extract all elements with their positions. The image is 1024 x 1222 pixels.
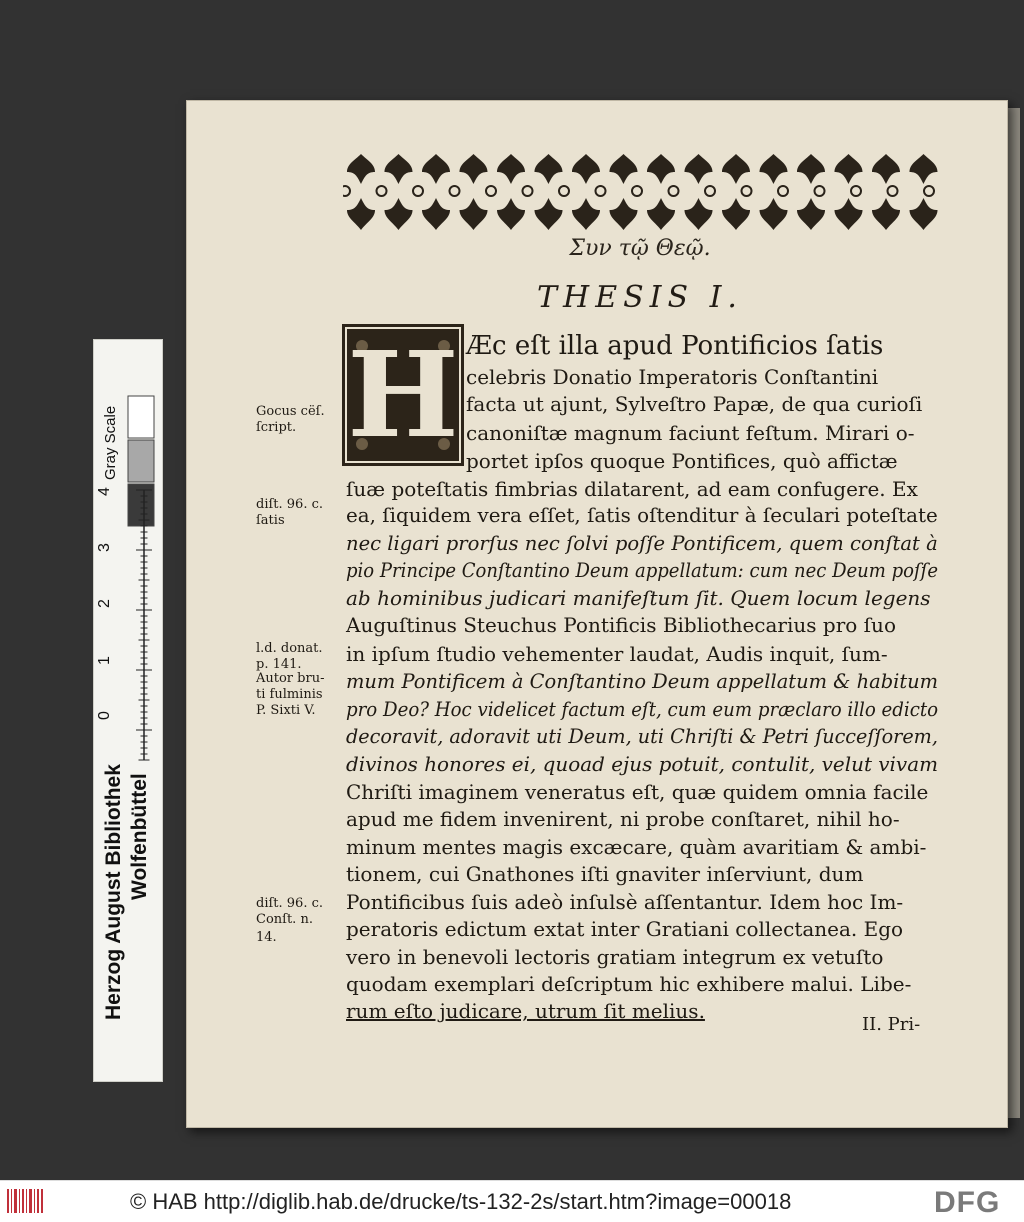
fleuron-bottom: [835, 198, 863, 230]
fleuron-bottom: [385, 198, 413, 230]
gray-patch: [128, 440, 154, 482]
fleuron-top: [422, 154, 450, 184]
text-line: rum eſto judicare, utrum ſit melius.: [346, 999, 705, 1023]
margin-note: Conſt. n.: [256, 912, 313, 927]
ornament-ring: [343, 186, 350, 196]
ornament-ring: [486, 186, 496, 196]
text-line: celebris Donatio Imperatoris Conſtantini: [466, 365, 879, 389]
ornament-ring: [450, 186, 460, 196]
text-line: Æc eſt illa apud Pontificios ſatis: [466, 331, 884, 361]
text-line: ea, ſiquidem vera eſſet, ſatis oſtenditur à ſeculari poteſtate: [346, 503, 938, 527]
text-line: divinos honores ei, quoad ejus potuit, contulit, velut vivam: [346, 752, 938, 776]
fleuron-top: [835, 154, 863, 184]
ornament-ring: [413, 186, 423, 196]
fleuron-bottom: [460, 198, 488, 230]
fleuron-top: [872, 154, 900, 184]
ornament-ring: [888, 186, 898, 196]
text-line: facta ut ajunt, Sylveſtro Papæ, de qua curioſi: [466, 392, 923, 416]
gray-scale-label: Gray Scale: [102, 405, 119, 480]
margin-note: Gocus cëſ.: [256, 404, 325, 419]
margin-note: Autor bru-: [256, 671, 325, 686]
ornament-ring: [377, 186, 387, 196]
dfg-logo: DFG: [934, 1186, 1001, 1219]
ornament-ring: [669, 186, 679, 196]
fleuron-bottom: [647, 198, 675, 230]
fleuron-top: [572, 154, 600, 184]
margin-note: 14.: [256, 930, 277, 945]
ruler-library-name: Herzog August Bibliothek: [102, 764, 125, 1020]
text-line: Auguſtinus Steuchus Pontificis Bibliothecarius pro ſuo: [346, 613, 896, 637]
margin-note: p. 141.: [256, 657, 302, 672]
fleuron-top: [610, 154, 638, 184]
fleuron-bottom: [872, 198, 900, 230]
margin-note: ſcript.: [256, 420, 297, 435]
text-line: canoniſtæ magnum faciunt feſtum. Mirari o-: [466, 421, 915, 445]
fleuron-bottom: [497, 198, 525, 230]
ornament-ring: [742, 186, 752, 196]
margin-note: P. Sixti V.: [256, 703, 316, 718]
text-line: Pontificibus ſuis adeò inſulsè aſſentantur. Idem hoc Im-: [346, 890, 904, 914]
text-line: apud me fidem invenirent, ni probe conſtaret, nihil ho-: [346, 807, 900, 831]
thesis-title: THESIS I.: [537, 280, 743, 315]
ornament-band: [343, 150, 938, 232]
ruler-number: 2: [96, 599, 113, 608]
fleuron-bottom: [610, 198, 638, 230]
ornament-ring: [523, 186, 533, 196]
footer-url[interactable]: © HAB http://diglib.hab.de/drucke/ts-132-2s/start.htm?image=00018: [130, 1189, 792, 1214]
fleuron-bottom: [760, 198, 788, 230]
fleuron-bottom: [910, 198, 938, 230]
ruler-library-city: Wolfenbüttel: [128, 773, 151, 900]
text-line: ſuæ poteſtatis fimbrias dilatarent, ad eam confugere. Ex: [346, 477, 918, 501]
text-line: tionem, cui Gnathones iſti gnaviter inſerviunt, dum: [346, 862, 864, 886]
ruler-number: 0: [96, 711, 113, 720]
ornament-ring: [778, 186, 788, 196]
ornament-ring: [815, 186, 825, 196]
ornament-ring: [596, 186, 606, 196]
fleuron-bottom: [422, 198, 450, 230]
fleuron-top: [760, 154, 788, 184]
text-line: in ipſum ſtudio vehementer laudat, Audis inquit, ſum-: [346, 642, 888, 666]
text-line: vero in benevoli lectoris gratiam integrum ex vetuſto: [346, 945, 884, 969]
text-line: ab hominibus judicari manifeſtum ſit. Quem locum legens: [346, 586, 931, 610]
gray-patch: [128, 396, 154, 438]
text-line: decoravit, adoravit uti Deum, uti Chriſti & Petri ſucceſſorem,: [346, 724, 938, 748]
fleuron-top: [910, 154, 938, 184]
color-ruler: [93, 339, 163, 1082]
fleuron-top: [685, 154, 713, 184]
greek-heading: Συν τῷ Θεῷ.: [569, 236, 711, 261]
fleuron-top: [460, 154, 488, 184]
ornament-ring: [705, 186, 715, 196]
margin-note: diſt. 96. c.: [256, 896, 323, 911]
fleuron-bottom: [797, 198, 825, 230]
ornament-ring: [559, 186, 569, 196]
text-line: pro Deo? Hoc videlicet factum eſt, cum eum præclaro illo edicto: [346, 697, 939, 721]
text-line: Chriſti imaginem veneratus eſt, quæ quidem omnia facile: [346, 780, 929, 804]
text-line: portet ipſos quoque Pontifices, quò affictæ: [466, 449, 898, 473]
ruler-number: 4: [96, 487, 113, 496]
ornament-ring: [851, 186, 861, 196]
catchword: II. Pri-: [862, 1014, 921, 1035]
margin-note: l.d. donat.: [256, 641, 323, 656]
ornament-ring: [924, 186, 934, 196]
barcode-icon: [6, 1187, 46, 1215]
margin-note: diſt. 96. c.: [256, 497, 323, 512]
text-line: nec ligari prorſus nec ſolvi poſſe Pontificem, quem conſtat à: [346, 531, 938, 555]
ruler-number: 1: [96, 656, 113, 665]
fleuron-top: [797, 154, 825, 184]
fleuron-top: [647, 154, 675, 184]
ornament-ring: [632, 186, 642, 196]
text-line: quodam exemplari deſcriptum hic exhibere malui. Libe-: [346, 972, 912, 996]
dropcap-letter: H: [347, 325, 459, 464]
margin-note: ti fulminis: [256, 687, 323, 702]
fleuron-bottom: [572, 198, 600, 230]
dropcap-ornament: [342, 324, 464, 466]
fleuron-bottom: [535, 198, 563, 230]
fleuron-bottom: [685, 198, 713, 230]
fleuron-top: [497, 154, 525, 184]
page-edge: [1006, 108, 1020, 1118]
ruler-number: 3: [96, 543, 113, 552]
margin-note: ſatis: [256, 513, 285, 528]
fleuron-bottom: [347, 198, 375, 230]
text-line: minum mentes magis excæcare, quàm avaritiam & ambi-: [346, 835, 927, 859]
text-line: mum Pontificem à Conſtantino Deum appellatum & habitum: [346, 669, 939, 693]
fleuron-top: [385, 154, 413, 184]
text-line: peratoris edictum extat inter Gratiani collectanea. Ego: [346, 917, 904, 941]
fleuron-bottom: [722, 198, 750, 230]
text-line: pio Principe Conſtantino Deum appellatum: cum nec Deum poſſe: [346, 558, 938, 582]
fleuron-top: [535, 154, 563, 184]
footer-bar: [0, 1180, 1024, 1222]
fleuron-top: [722, 154, 750, 184]
fleuron-top: [347, 154, 375, 184]
